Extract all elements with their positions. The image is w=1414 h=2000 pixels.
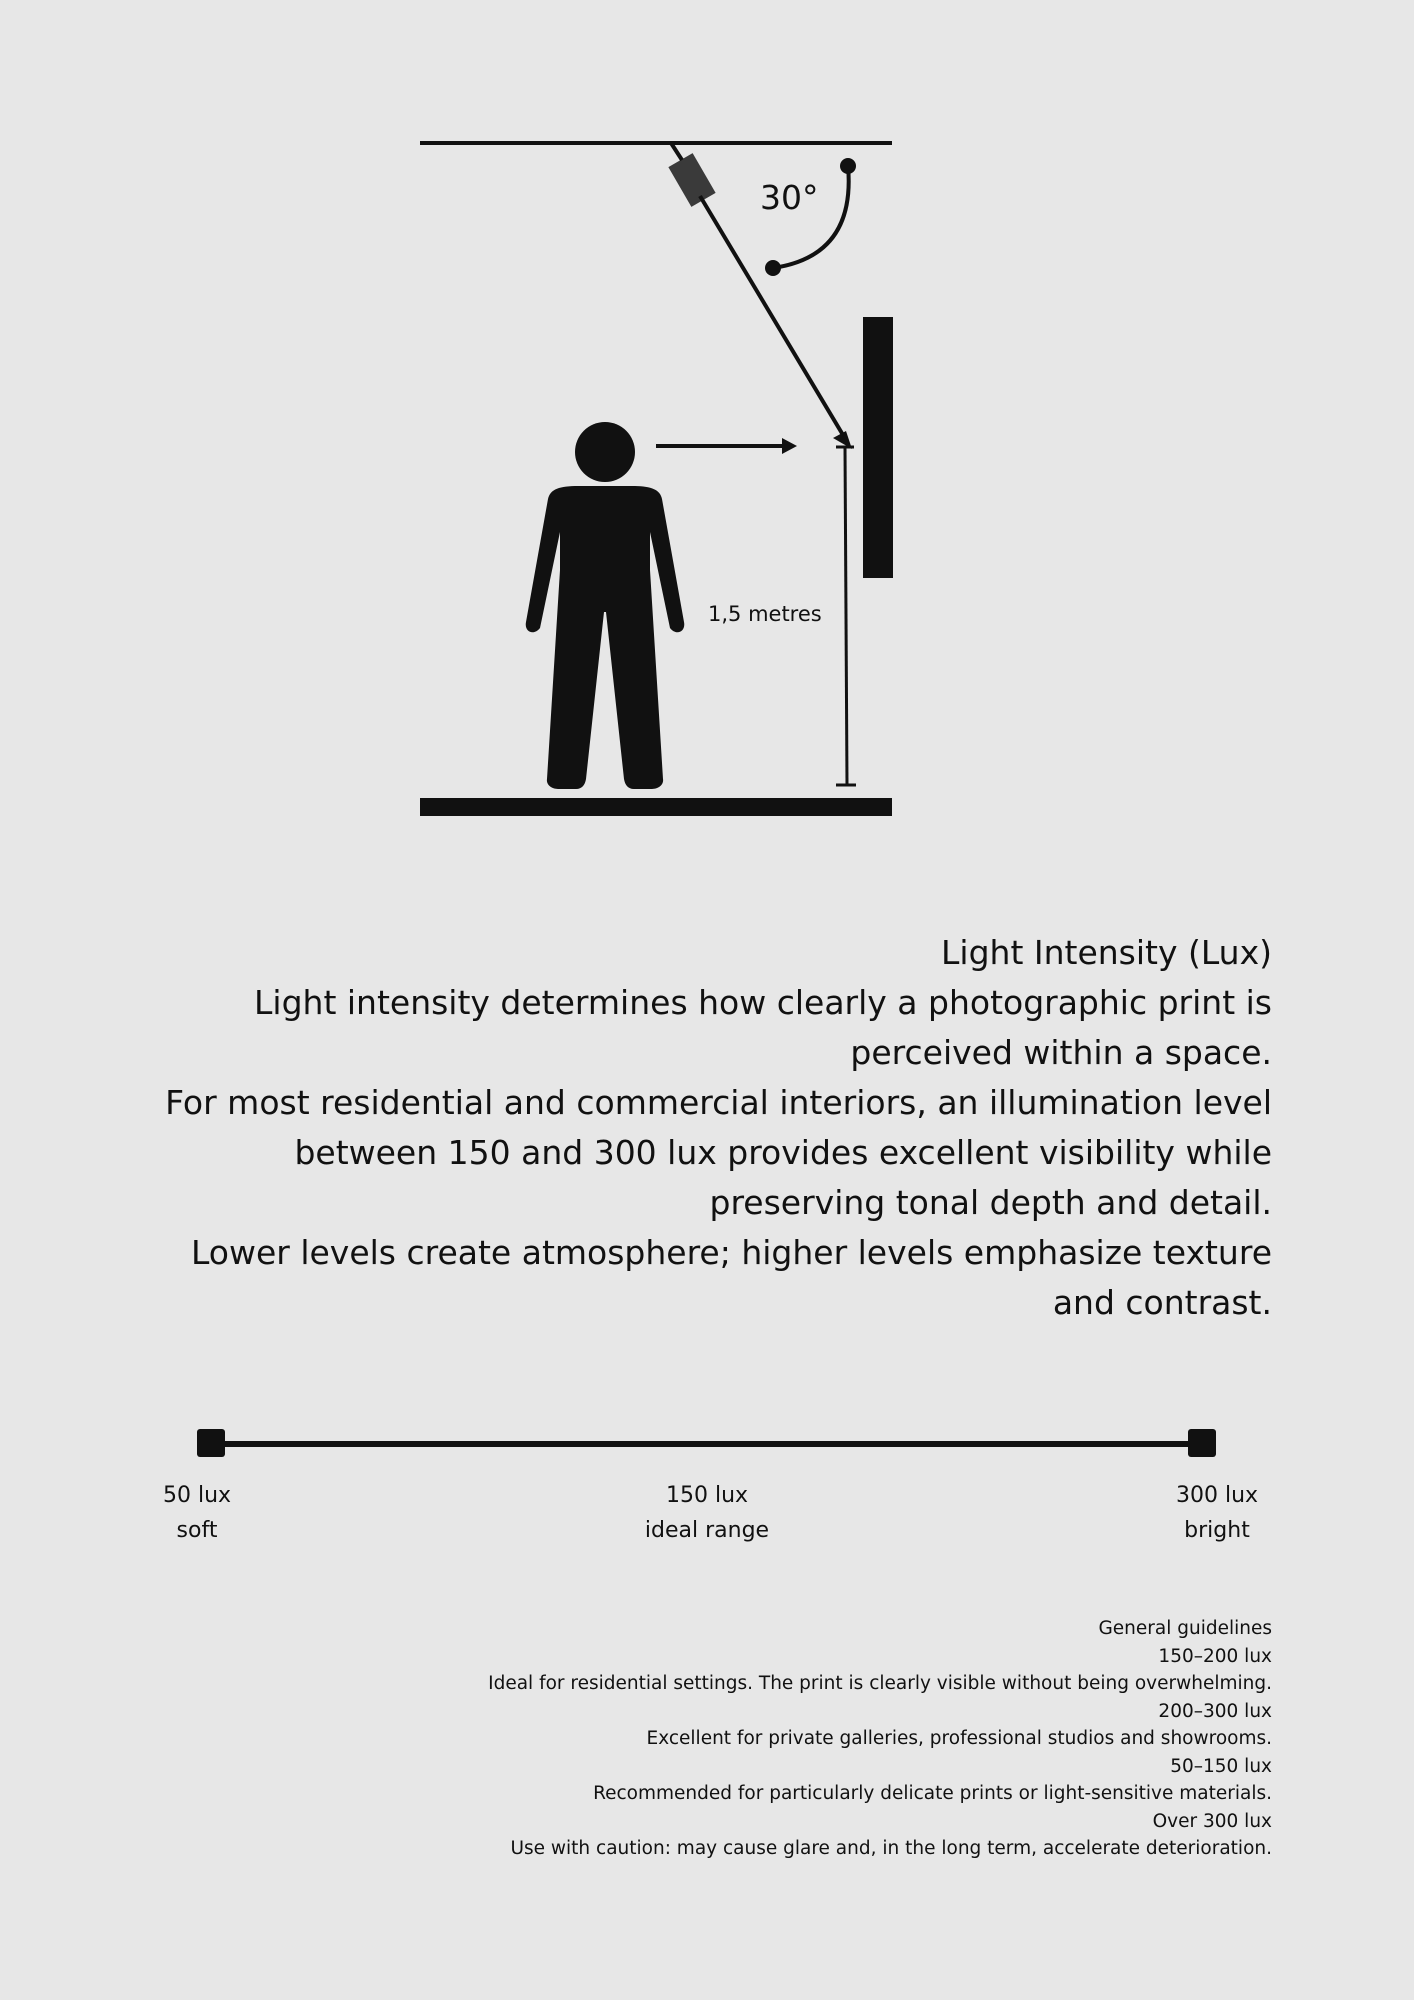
scale-stop-bright — [1117, 1478, 1317, 1548]
lux-scale — [0, 1420, 1414, 1560]
sightline-arrow — [656, 438, 797, 454]
section-heading: Light Intensity (Lux) — [941, 933, 1272, 972]
spotlight-icon — [668, 143, 715, 207]
scale-stop-label: ideal range — [644, 1518, 770, 1543]
guideline-range: Over 300 lux — [1152, 1810, 1272, 1832]
intro-paragraph: For most residential and commercial interiors, an illumination level between 150 and 300 lux provides excellent visibility while preserving tonal depth and detail. — [165, 1083, 1272, 1222]
scale-stop-value: 50 lux — [162, 1483, 232, 1508]
scale-stop-label: bright — [1184, 1518, 1250, 1543]
guidelines — [380, 1615, 1272, 1863]
guideline-text: Recommended for particularly delicate prints or light-sensitive materials. — [593, 1783, 1272, 1804]
angle-arc — [765, 158, 856, 276]
light-beam — [700, 196, 852, 449]
guideline-text: Use with caution: may cause glare and, in the long term, accelerate deterioration. — [510, 1838, 1272, 1859]
scale-stop-soft — [97, 1478, 297, 1548]
person-icon — [526, 422, 685, 789]
scale-stop-ideal — [607, 1478, 807, 1548]
guideline-range: 50–150 lux — [1170, 1755, 1272, 1777]
scale-marker-high — [1188, 1429, 1216, 1457]
guidelines-title: General guidelines — [1098, 1618, 1272, 1639]
intro-paragraph: Lower levels create atmosphere; higher levels emphasize texture and contrast. — [190, 1233, 1272, 1322]
height-label: 1,5 metres — [708, 602, 822, 626]
floor-line — [420, 798, 892, 816]
lighting-diagram — [0, 0, 1414, 840]
guideline-text: Ideal for residential settings. The print is clearly visible without being overwhelming. — [488, 1673, 1272, 1694]
intro-text — [130, 928, 1272, 1328]
angle-label: 30° — [760, 178, 819, 217]
guideline-range: 200–300 lux — [1158, 1700, 1272, 1722]
scale-line — [212, 1441, 1202, 1447]
intro-paragraph: Light intensity determines how clearly a photographic print is perceived within a space. — [254, 983, 1272, 1072]
guideline-range: 150–200 lux — [1158, 1645, 1272, 1667]
diagram-canvas — [0, 0, 1414, 840]
scale-marker-low — [197, 1429, 225, 1457]
scale-stop-value: 300 lux — [1175, 1483, 1259, 1508]
guideline-text: Excellent for private galleries, professional studios and showrooms. — [646, 1728, 1272, 1749]
height-dimension — [836, 447, 856, 785]
print-frame — [863, 317, 893, 578]
scale-stop-value: 150 lux — [665, 1483, 749, 1508]
scale-stop-label: soft — [176, 1518, 218, 1543]
